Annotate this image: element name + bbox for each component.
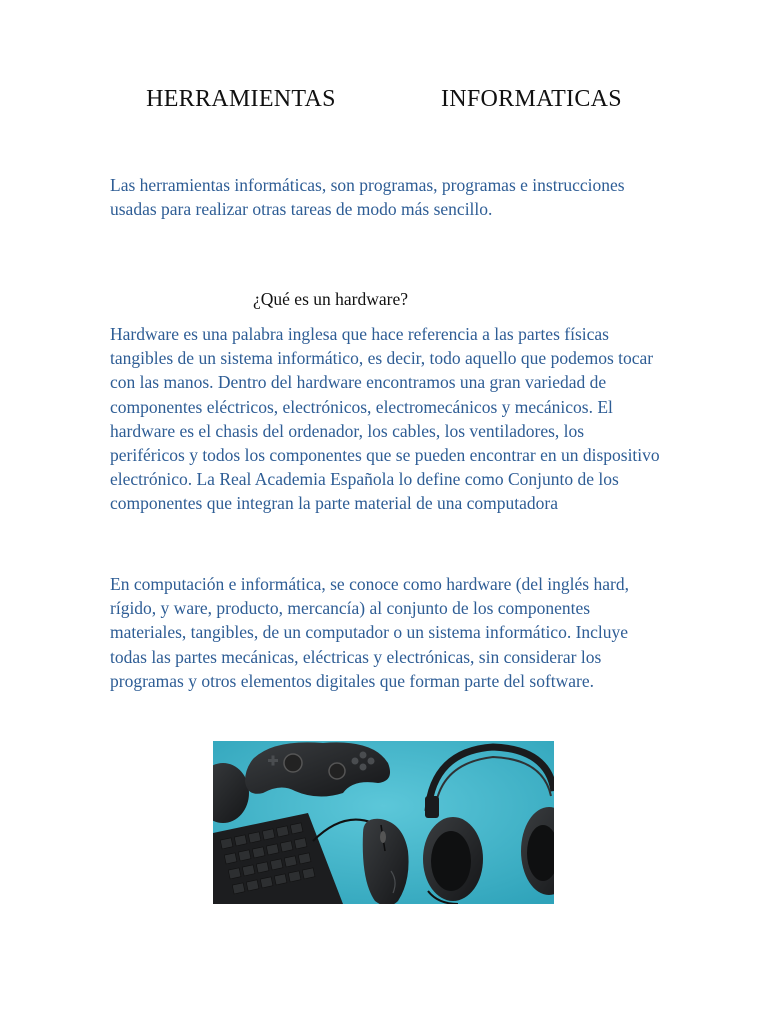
document-title: HERRAMIENTAS INFORMATICAS — [146, 86, 622, 112]
intro-paragraph: Las herramientas informáticas, son programas, programas e instrucciones usadas para realizar otras tareas de modo más sencillo. — [110, 175, 625, 220]
question-heading: ¿Qué es un hardware? — [253, 289, 408, 309]
hardware-definition-paragraph: Hardware es una palabra inglesa que hace referencia a las partes físicas tangibles de un sistema informático, es decir, todo aquello que podemos tocar con las manos. Dentro del hardware encontramos una gran variedad de componentes eléctricos, electrónicos, electromecánicos y mecánicos. El hardware es el chasis del ordenador, los cables, los ventiladores, los periféricos y todos los componentes que se pueden encontrar en un dispositivo electrónico. La Real Academia Española lo define como Conjunto de los componentes que integran la parte material de una computadora — [110, 324, 660, 514]
hardware-computing-paragraph: En computación e informática, se conoce como hardware (del inglés hard, rígido, y ware, producto, mercancía) al conjunto de los componentes materiales, tangibles, de un computador o un sistema informático. Incluye todas las partes mecánicas, eléctricas y electrónicas, sin considerar los programas y otros elementos digitales que forman parte del software. — [110, 574, 629, 691]
hardware-peripherals-photo — [213, 741, 554, 904]
